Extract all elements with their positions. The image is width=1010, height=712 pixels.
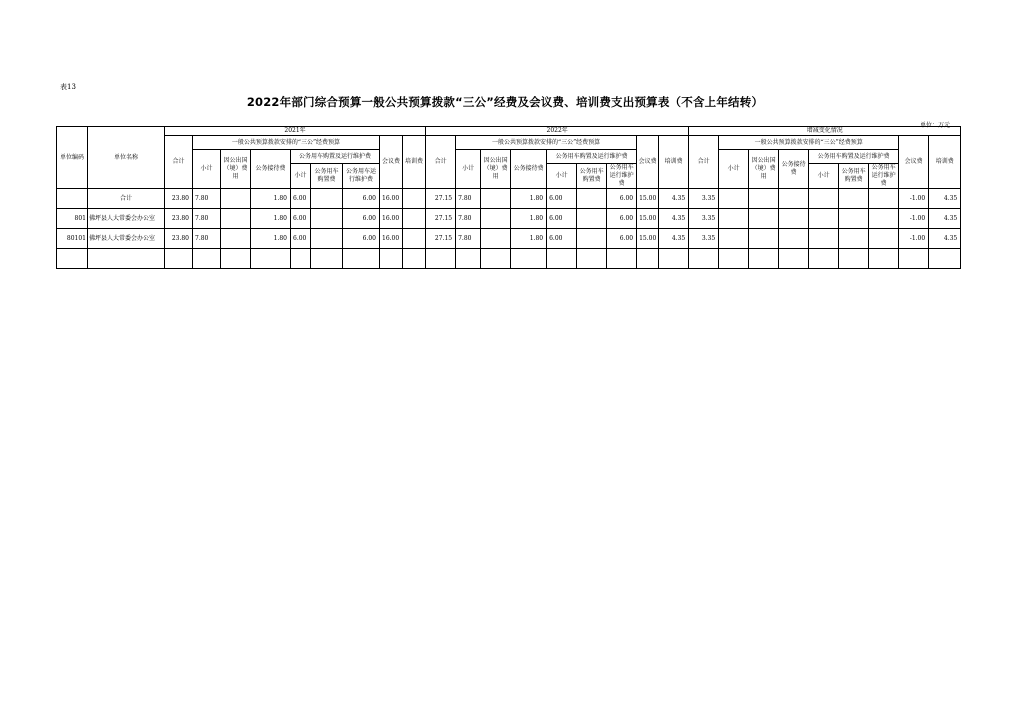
cell-empty <box>291 249 311 269</box>
cell-value <box>481 209 511 229</box>
cell-value: 23.80 <box>165 209 193 229</box>
cell-value <box>869 209 899 229</box>
cell-code <box>57 189 88 209</box>
cell-value: 4.35 <box>929 189 961 209</box>
header-total-2021: 合计 <box>165 136 193 189</box>
header-vsub-change: 小计 <box>809 164 839 189</box>
header-2021: 2021年 <box>165 127 426 136</box>
header-training-2021: 培训费 <box>403 136 426 189</box>
cell-value <box>221 229 251 249</box>
header-subtotal-change: 小计 <box>719 150 749 189</box>
cell-value: 15.00 <box>637 229 659 249</box>
cell-code: 80101 <box>57 229 88 249</box>
cell-value <box>719 189 749 209</box>
header-total-2022: 合计 <box>426 136 456 189</box>
cell-value <box>221 189 251 209</box>
cell-value <box>481 229 511 249</box>
cell-empty <box>511 249 547 269</box>
header-vrun-2022: 公务用车运行维护费 <box>607 164 637 189</box>
cell-empty <box>481 249 511 269</box>
cell-value <box>779 189 809 209</box>
cell-empty <box>839 249 869 269</box>
header-sangong-2021: 一般公共预算拨款安排的“三公”经费预算 <box>193 136 380 150</box>
cell-value <box>749 189 779 209</box>
header-meeting-change: 会议费 <box>899 136 929 189</box>
header-name: 单位名称 <box>88 127 165 189</box>
header-meeting-2021: 会议费 <box>380 136 403 189</box>
header-sangong-change: 一般公共预算拨款安排的“三公”经费预算 <box>719 136 899 150</box>
cell-empty <box>165 249 193 269</box>
cell-name: 佛坪县人大常委会办公室 <box>88 229 165 249</box>
cell-value: 6.00 <box>547 209 577 229</box>
cell-empty <box>899 249 929 269</box>
cell-value: 23.80 <box>165 229 193 249</box>
cell-value: 16.00 <box>380 189 403 209</box>
cell-empty <box>311 249 343 269</box>
cell-empty <box>426 249 456 269</box>
budget-table <box>56 126 961 269</box>
unit-label: 单位：万元 <box>919 122 950 129</box>
header-vrun-change: 公务用车运行维护费 <box>869 164 899 189</box>
cell-value: 6.00 <box>547 229 577 249</box>
header-2022: 2022年 <box>426 127 689 136</box>
cell-value: 6.00 <box>607 229 637 249</box>
cell-value <box>779 209 809 229</box>
cell-empty <box>57 249 88 269</box>
header-vrun-2021: 公务用车运行维护费 <box>343 164 380 189</box>
cell-value <box>809 209 839 229</box>
header-reception-2021: 公务接待费 <box>251 150 291 189</box>
cell-value: 4.35 <box>929 229 961 249</box>
cell-value: -1.00 <box>899 209 929 229</box>
cell-value <box>577 209 607 229</box>
cell-name: 合计 <box>88 189 165 209</box>
header-vehicle-2021: 公务用车购置及运行维护费 <box>291 150 380 164</box>
cell-value: 7.80 <box>193 209 221 229</box>
header-reception-change: 公务接待费 <box>779 150 809 189</box>
table-row-empty <box>57 249 961 269</box>
cell-value: 1.80 <box>511 229 547 249</box>
cell-value: 6.00 <box>607 209 637 229</box>
cell-value <box>403 189 426 209</box>
cell-value <box>869 229 899 249</box>
cell-value <box>809 189 839 209</box>
cell-value <box>839 189 869 209</box>
cell-value <box>839 209 869 229</box>
header-vsub-2021: 小计 <box>291 164 311 189</box>
cell-value <box>403 229 426 249</box>
cell-value: -1.00 <box>899 189 929 209</box>
cell-value: 7.80 <box>456 229 481 249</box>
cell-value <box>779 229 809 249</box>
header-abroad-change: 因公出国（境）费用 <box>749 150 779 189</box>
cell-value <box>577 229 607 249</box>
cell-value: 6.00 <box>343 209 380 229</box>
cell-value: 1.80 <box>251 189 291 209</box>
cell-value <box>719 229 749 249</box>
cell-empty <box>749 249 779 269</box>
cell-value: 3.35 <box>689 189 719 209</box>
cell-value: 1.80 <box>251 209 291 229</box>
cell-empty <box>779 249 809 269</box>
cell-value: 6.00 <box>607 189 637 209</box>
cell-value <box>809 229 839 249</box>
cell-value <box>311 189 343 209</box>
table-number: 表13 <box>60 83 76 91</box>
cell-value: 27.15 <box>426 189 456 209</box>
header-abroad-2022: 因公出国（境）费用 <box>481 150 511 189</box>
header-sangong-2022: 一般公共预算拨款安排的“三公”经费预算 <box>456 136 637 150</box>
header-meeting-2022: 会议费 <box>637 136 659 189</box>
cell-value: 4.35 <box>659 209 689 229</box>
cell-name: 佛坪县人大常委会办公室 <box>88 209 165 229</box>
cell-value: 1.80 <box>511 209 547 229</box>
cell-value: 23.80 <box>165 189 193 209</box>
cell-value: 6.00 <box>343 229 380 249</box>
table-row <box>57 189 961 209</box>
cell-value: 6.00 <box>343 189 380 209</box>
cell-empty <box>689 249 719 269</box>
cell-value: 4.35 <box>659 229 689 249</box>
header-vbuy-2021: 公务用车购置费 <box>311 164 343 189</box>
cell-empty <box>251 249 291 269</box>
cell-value: 16.00 <box>380 209 403 229</box>
cell-value: 7.80 <box>193 189 221 209</box>
cell-value: 6.00 <box>291 229 311 249</box>
cell-value: 1.80 <box>251 229 291 249</box>
header-code: 单位编码 <box>57 127 88 189</box>
cell-value: 3.35 <box>689 209 719 229</box>
header-training-2022: 培训费 <box>659 136 689 189</box>
table-row <box>57 229 961 249</box>
cell-value: 6.00 <box>547 189 577 209</box>
cell-empty <box>659 249 689 269</box>
cell-empty <box>869 249 899 269</box>
header-vbuy-2022: 公务用车购置费 <box>577 164 607 189</box>
cell-empty <box>380 249 403 269</box>
cell-empty <box>929 249 961 269</box>
cell-value <box>311 209 343 229</box>
header-vehicle-change: 公务用车购置及运行维护费 <box>809 150 899 164</box>
cell-empty <box>343 249 380 269</box>
cell-empty <box>547 249 577 269</box>
table-body <box>57 189 961 269</box>
cell-value: 15.00 <box>637 189 659 209</box>
cell-empty <box>193 249 221 269</box>
cell-empty <box>88 249 165 269</box>
header-vehicle-2022: 公务用车购置及运行维护费 <box>547 150 637 164</box>
cell-value <box>481 189 511 209</box>
header-abroad-2021: 因公出国（境）费用 <box>221 150 251 189</box>
cell-value: 16.00 <box>380 229 403 249</box>
cell-value: 4.35 <box>659 189 689 209</box>
cell-value: 27.15 <box>426 229 456 249</box>
cell-empty <box>221 249 251 269</box>
cell-value: 27.15 <box>426 209 456 229</box>
cell-value: -1.00 <box>899 229 929 249</box>
cell-value <box>749 209 779 229</box>
cell-empty <box>607 249 637 269</box>
header-vsub-2022: 小计 <box>547 164 577 189</box>
header-subtotal-2022: 小计 <box>456 150 481 189</box>
cell-empty <box>577 249 607 269</box>
cell-empty <box>809 249 839 269</box>
cell-value: 3.35 <box>689 229 719 249</box>
header-vbuy-change: 公务用车购置费 <box>839 164 869 189</box>
cell-value <box>749 229 779 249</box>
header-change: 增减变化情况 <box>689 127 961 136</box>
cell-value <box>577 189 607 209</box>
cell-empty <box>403 249 426 269</box>
cell-value: 7.80 <box>193 229 221 249</box>
header-subtotal-2021: 小计 <box>193 150 221 189</box>
cell-value: 6.00 <box>291 189 311 209</box>
header-reception-2022: 公务接待费 <box>511 150 547 189</box>
cell-empty <box>637 249 659 269</box>
cell-code: 801 <box>57 209 88 229</box>
cell-empty <box>456 249 481 269</box>
cell-value <box>869 189 899 209</box>
cell-value <box>311 229 343 249</box>
cell-value <box>839 229 869 249</box>
cell-value: 6.00 <box>291 209 311 229</box>
cell-value: 7.80 <box>456 209 481 229</box>
cell-value: 4.35 <box>929 209 961 229</box>
table-row <box>57 209 961 229</box>
cell-value <box>719 209 749 229</box>
cell-value: 7.80 <box>456 189 481 209</box>
cell-value: 1.80 <box>511 189 547 209</box>
header-total-change: 合计 <box>689 136 719 189</box>
header-training-change: 培训费 <box>929 136 961 189</box>
cell-value <box>403 209 426 229</box>
page-title: 2022年部门综合预算一般公共预算拨款“三公”经费及会议费、培训费支出预算表（不含上年结转） <box>246 95 764 109</box>
cell-value: 15.00 <box>637 209 659 229</box>
cell-empty <box>719 249 749 269</box>
cell-value <box>221 209 251 229</box>
